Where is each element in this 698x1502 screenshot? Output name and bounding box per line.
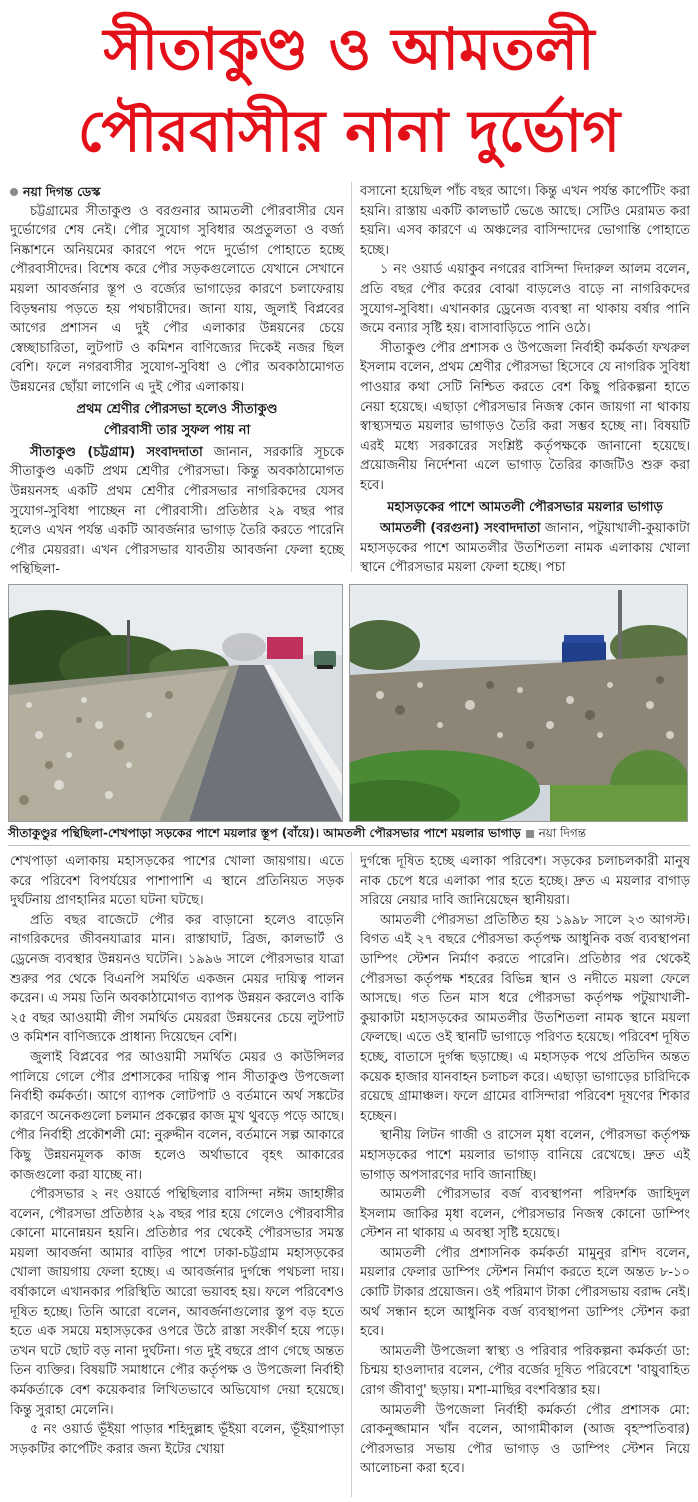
- article-column-4: [360, 852, 690, 1479]
- headline: [0, 8, 698, 172]
- headline-line-1: সীতাকুণ্ড ও আমতলী: [103, 15, 595, 83]
- photo-amtali-dump: [349, 584, 688, 822]
- didarul-paragraph: ১ নং ওয়ার্ড এয়াকুব নগরের বাসিন্দা দিদারুল আলম বলেন, প্রতি বছর পৌর করের বোঝা বাড়লেও বাড়ে না নাগরিকদের সুযোগ-সুবিধা। এখানকার ড্রেনেজ ব্যবস্থা না থাকায় বর্ষার পানি জমে বন্যার সৃষ্টি হয়। বাসাবাড়িতে পানি ওঠে।: [360, 262, 690, 337]
- roadside-garbage-photo: [9, 585, 342, 821]
- sitakunda-paragraph: সীতাকুণ্ড (চট্টগ্রাম) সংবাদদাতা জানান, সরকারি সূচকে সীতাকুণ্ড একটি প্রথম শ্রেণীর পৌরসভা। কিন্তু অবকাঠামোগত উন্নয়নসহ একটি প্রথম শ্রেণীর পৌরসভার নাগরিকদের যেসব সুযোগ-সুবিধা পাচ্ছেন না পৌরবাসী। প্রতিষ্ঠার ২৯ বছর পার হলেও এখন পর্যন্ত একটি আবর্জনার ভাগাড় তৈরি করতে পারেনি পৌর মেয়ররা। এখন পৌরসভার যাবতীয় আবর্জনা ফেলা হচ্ছে পন্থিছিলা-: [10, 444, 344, 578]
- caption-divider: [8, 845, 690, 846]
- byline: নয়া দিগন্ত ডেস্ক: [10, 182, 344, 202]
- dump-site-photo: [350, 585, 687, 821]
- naim-paragraph: পৌরসভার ২ নং ওয়ার্ডে পন্থিছিলার বাসিন্দা নঈম জাহাঙ্গীর বলেন, পৌরসভা প্রতিষ্ঠার ২৯ বছর পার হয়ে গেলেও পৌরবাসীর কোনো মানোন্নয়ন হয়নি। প্রতিষ্ঠার পর থেকেই পৌরসভার সমস্ত ময়লা আবর্জনা আমার বাড়ির পাশে ঢাকা-চট্টগ্রাম মহাসড়কের খোলা জায়গায় ফেলা হচ্ছে। এ আবর্জনার দুর্গন্ধে পথচলা দায়। বর্ষাকালে এখানকার পরিস্থিতি আরো ভয়াবহ হয়। ফলে পরিবেশও দূষিত হচ্ছে। তিনি আরো বলেন, আবর্জনাগুলোর স্তূপ বড় হতে হতে এক সময়ে মহাসড়কের ওপরে উঠে রাস্তা সংকীর্ণ হয়ে পড়ে। তখন ঘটে ছোট বড় নানা দুর্ঘটনা। গত দুই বছরে প্রাণ গেছে অন্তত তিন ব্যক্তির। বিষয়টি সমাধানে পৌর কর্তৃপক্ষ ও উপজেলা নির্বাহী কর্মকর্তাকে বেশ কয়েকবার লিখিতভাবে অভিযোগ দেয়া হয়েছে। কিন্তু সুরাহা মেলেনি।: [10, 1187, 344, 1418]
- article-column-2: [360, 182, 690, 578]
- photo-sitakunda-garbage: [8, 584, 343, 822]
- photo-caption: সীতাকুণ্ডুর পন্থিছিলা-শেখপাড়া সড়কের পাশে ময়লার স্তূপ (বাঁয়ে)। আমতলী পৌরসভার পাশে ময়লার ভাগাড় নয়া দিগন্ত: [8, 826, 587, 840]
- article-column-3: [10, 852, 344, 1459]
- intro-paragraph: চট্টগ্রামের সীতাকুণ্ড ও বরগুনার আমতলী পৌরবাসীর যেন দুর্ভোগের শেষ নেই। পৌর সুযোগ সুবিধার অপ্রতুলতা ও বর্জ্য নিষ্কাশনে অনিয়মের কারণে পদে পদে দুর্ভোগ পোহাতে হচ্ছে পৌরবাসীদের। বিশেষ করে পৌর সড়কগুলোতে যেখানে সেখানে ময়লা আবর্জনার স্তূপ ও বর্জ্যের ভাগাড়ের কারণে চলাফেরায় বিড়ম্বনায় পড়তে হয় পথচারীদের। জানা যায়, জুলাই বিপ্লবের আগের প্রশাসন এ দুই পৌর এলাকার উন্নয়নের চেয়ে স্বেচ্ছাচারিতা, লুটপাট ও কমিশন বাণিজ্যের দিকেই নজর ছিল বেশি। ফলে নগরবাসীর সুযোগ-সুবিধা ও পৌর অবকাঠামোগত উন্নয়নের ছোঁয়া লাগেনি এ দুই পৌর এলাকায়।: [10, 203, 344, 395]
- dateline-sitakunda: সীতাকুণ্ড (চট্টগ্রাম) সংবাদদাতা: [30, 444, 203, 460]
- stench-paragraph: দুর্গন্ধে দূষিত হচ্ছে এলাকা পরিবেশ। সড়কের চলাচলকারী মানুষ নাক চেপে ধরে এলাকা পার হতে হচ্ছে। দ্রুত এ ময়লার বাগাড় সরিয়ে নেয়ার দাবি জানিয়েছেন স্থানীয়রা।: [360, 854, 690, 909]
- bullet-icon: [10, 188, 18, 196]
- subheading-sitakunda-1: প্রথম শ্রেণীর পৌরসভা হলেও সীতাকুণ্ড: [76, 401, 278, 417]
- july-revolution-paragraph: জুলাই বিপ্লবের পর আওয়ামী সমর্থিত মেয়র ও কাউন্সিলর পালিয়ে গেলে পৌর প্রশাসকের দায়িত্ব পান সীতাকুণ্ড উপজেলা নির্বাহী কর্মকর্তা। আগে ব্যাপক লোটপাট ও বর্তমানে অর্থ সঙ্কটের কারণে অনেকগুলো চলমান প্রকল্পের কাজ মুখ থুবড়ে পড়ে আছে। পৌর নির্বাহী প্রকৌশলী মো: নুরুদ্দীন বলেন, বর্তমানে সল্প আকারে কিছু উন্নয়নমূলক কাজ হলেও অর্থাভাবে বৃহৎ আকারের কাজগুলো করা যাচ্ছে না।: [10, 1049, 344, 1183]
- zahidul-paragraph: আমতলী পৌরসভার বর্জ ব্যবস্থাপনা পরিদর্শক জাহিদুল ইসলাম জাকির মৃধা বলেন, পৌরসভার নিজস্ব কোনো ডাম্পিং স্টেশন না থাকায় এ অবস্থা সৃষ্টি হয়েছে।: [360, 1187, 690, 1242]
- photo-credit: নয়া দিগন্ত: [538, 826, 587, 840]
- fakhrul-paragraph: সীতাকুণ্ড পৌর প্রশাসক ও উপজেলা নির্বাহী কর্মকর্তা ফখরুল ইসলাম বলেন, প্রথম শ্রেণীর পৌরসভা হিসেবে যে নাগরিক সুবিধা পাওয়ার কথা সেটি নিশ্চিত করতে বেশ কিছু পরিকল্পনা হাতে নেয়া হয়েছে। এছাড়া পৌরসভার নিজস্ব কোন জায়গা না থাকায় স্বাস্থ্যসম্মত ময়লার ভাগাড়ও তৈরি করা সম্ভব হচ্ছে না। বিষয়টি এরই মধ্যে সরকারের সংশ্লিষ্ট কর্তৃপক্ষকে জানানো হয়েছে। প্রয়োজনীয় নির্দেশনা এলে ভাগাড় তৈরির কাজটিও শুরু করা হবে।: [360, 340, 690, 493]
- continued-paragraph: বসানো হয়েছিল পাঁচ বছর আগে। কিন্তু এখন পর্যন্ত কার্পেটিং করা হয়নি। রাস্তায় একটি কালভার্ট ভেঙে আছে। সেটিও মেরামত করা হয়নি। এসব কারণে এ অঞ্চলের বাসিন্দাদের ভোগান্তি পোহাতে হচ্ছে।: [360, 184, 690, 258]
- shahidullah-paragraph: ৫ নং ওয়ার্ড ভূঁইয়া পাড়ার শহিদুল্লাহ ভূঁইয়া বলেন, ভূঁইয়াপাড়া সড়কটির কার্পেটিং করার জন্য ইটের খোয়া: [10, 1422, 344, 1457]
- column-divider-bottom: [351, 852, 352, 1497]
- caption-square-icon: [526, 830, 534, 838]
- article-column-1: [10, 182, 344, 580]
- mamunur-paragraph: আমতলী পৌর প্রশাসনিক কর্মকর্তা মামুনুর রশিদ বলেন, ময়লার ফেলার ডাম্পিং স্টেশন নির্মাণ করতে হলে অন্তত ৮-১০ কোটি টাকার প্রয়োজন। ওই পরিমাণ টাকা পৌরসভায় বরাদ্দ নেই। অর্থ সন্ধান হলে আধুনিক বর্জ ব্যবস্থাপনা ডাম্পিং স্টেশন করা হবে।: [360, 1245, 690, 1340]
- subheading-sitakunda-2: পৌরবাসী তার সুফল পায় না: [103, 423, 251, 439]
- rokonuzzaman-paragraph: আমতলী উপজেলা নির্বাহী কর্মকর্তা পৌর প্রশাসক মো: রোকনুজ্জামান খাঁন বলেন, আগামীকাল (আজ বৃহস্পতিবার) পৌরসভার সভায় পৌর ভাগাড় ও ডাম্পিং স্টেশন নিয়ে আলোচনা করা হবে।: [360, 1402, 690, 1477]
- subheading-amtali: মহাসড়কের পাশে আমতলী পৌরসভার ময়লার ভাগাড়: [387, 499, 663, 515]
- budget-paragraph: প্রতি বছর বাজেটে পৌর কর বাড়ানো হলেও বাড়েনি নাগরিকদের জীবনযাত্রার মান। রাস্তাঘাট, ব্রিজ, কালভার্ট ও ড্রেনেজ ব্যবস্থার উন্নয়নও ঘটেনি। ১৯৯৬ সালে পৌরসভার যাত্রা শুরুর পর থেকে বিএনপি সমর্থিত একজন মেয়র দায়িত্ব পালন করেন। এ সময় তিনি অবকাঠামোগত ব্যাপক উন্নয়ন করলেও বাকি ২৫ বছর আওয়ামী লীগ সমর্থিত মেয়ররা উন্নয়নের চেয়ে লুটপাট ও কমিশন বাণিজ্যকে প্রাধান্য দিয়েছেন বেশি।: [10, 912, 344, 1046]
- amtali-paragraph: আমতলী (বরগুনা) সংবাদদাতা জানান, পটুয়াখালী-কুয়াকাটা মহাসড়কের পাশে আমতলীর উতশিতলা নামক এলাকায় খোলা স্থানে পৌরসভার ময়লা ফেলা হচ্ছে। পচা: [360, 521, 690, 576]
- sheikhpara-paragraph: শেখপাড়া এলাকায় মহাসড়কের পাশের খোলা জায়গায়। এতে করে পরিবেশ বিপর্যয়ের পাশাপাশি এ স্থানে প্রতিনিয়ত সড়ক দুর্ঘটনায় প্রাণহানির মতো ঘটনা ঘটছে।: [10, 854, 344, 909]
- headline-line-2: পৌরবাসীর নানা দুর্ভোগ: [77, 97, 621, 165]
- liton-paragraph: স্থানীয় লিটন গাজী ও রাসেল মৃধা বলেন, পৌরসভা কর্তৃপক্ষ মহাসড়কের পাশে ময়লার ভাগাড় বানিয়ে রেখেছে। দ্রুত এই ভাগাড় অপসারণের দাবি জানাচ্ছি।: [360, 1128, 690, 1183]
- chinmoy-paragraph: আমতলী উপজেলা স্বাস্থ্য ও পরিবার পরিকল্পনা কর্মকর্তা ডা: চিন্ময় হাওলাদার বলেন, পৌর বর্জের দূষিত পরিবেশে 'বায়ুবাহিত রোগ জীবাণু' ছড়ায়। মশা-মাছির বংশবিস্তার হয়।: [360, 1343, 690, 1399]
- dateline-amtali: আমতলী (বরগুনা) সংবাদদাতা: [380, 521, 541, 537]
- amtali-history-paragraph: আমতলী পৌরসভা প্রতিষ্ঠিত হয় ১৯৯৮ সালে ২৩ আগস্ট। বিগত এই ২৭ বছরে পৌরসভা কর্তৃপক্ষ আধুনিক বর্জ ব্যবস্থাপনা ডাম্পিং স্টেশন নির্মাণ করতে পারেনি। প্রতিষ্ঠার পর থেকেই পৌরসভা কর্তৃপক্ষ শহরের বিভিন্ন স্থান ও নদীতে ময়লা ফেলে আসছে। গত তিন মাস ধরে পৌরসভা কর্তৃপক্ষ পটুয়াখালী-কুয়াকাটা মহাসড়কের আমতলীর উতশিতলা নামক স্থানে ময়লা ফেলছে। এতে ওই স্থানটি ভাগাড়ে পরিণত হয়েছে। পরিবেশ দূষিত হচ্ছে, বাতাসে দুর্গন্ধ ছড়াচ্ছে। এ মহাসড়ক পথে প্রতিদিন অন্তত কয়েক হাজার যানবাহন চলাচল করে। এছাড়া ভাগাড়ের চারিদিকে রয়েছে গ্রামাঞ্চল। ফলে গ্রামের বাসিন্দারা পরিবেশ দূষণের শিকার হচ্ছেন।: [360, 912, 690, 1124]
- column-divider: [351, 182, 352, 572]
